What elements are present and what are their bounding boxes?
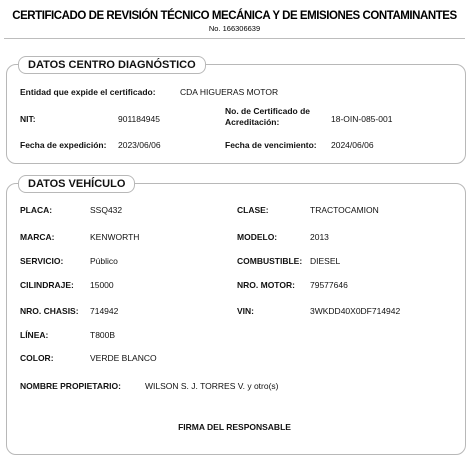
firma-responsable-label: FIRMA DEL RESPONSABLE bbox=[178, 422, 291, 432]
vencimiento-label: Fecha de vencimiento: bbox=[225, 140, 317, 150]
entidad-value: CDA HIGUERAS MOTOR bbox=[180, 87, 279, 97]
certificate-number: No. 166306639 bbox=[208, 24, 261, 33]
color-value: VERDE BLANCO bbox=[90, 353, 157, 363]
nit-label: NIT: bbox=[20, 114, 36, 124]
vin-value: 3WKDD40X0DF714942 bbox=[310, 306, 401, 316]
marca-label: MARCA: bbox=[20, 232, 55, 242]
vehiculo-section-box bbox=[6, 183, 466, 455]
clase-value: TRACTOCAMION bbox=[310, 205, 379, 215]
entidad-label: Entidad que expide el certificado: bbox=[20, 87, 156, 97]
chasis-value: 714942 bbox=[90, 306, 119, 316]
expedicion-value: 2023/06/06 bbox=[118, 140, 161, 150]
chasis-label: NRO. CHASIS: bbox=[20, 306, 79, 316]
servicio-value: Público bbox=[90, 256, 118, 266]
linea-label: LÍNEA: bbox=[20, 330, 49, 340]
propietario-value: WILSON S. J. TORRES V. y otro(s) bbox=[145, 381, 279, 391]
acreditacion-label: No. de Certificado de Acreditación: bbox=[225, 106, 311, 127]
cilindraje-label: CILINDRAJE: bbox=[20, 280, 74, 290]
modelo-value: 2013 bbox=[310, 232, 329, 242]
color-label: COLOR: bbox=[20, 353, 54, 363]
nit-value: 901184945 bbox=[118, 114, 160, 124]
modelo-label: MODELO: bbox=[237, 232, 278, 242]
vehiculo-section-title: DATOS VEHÍCULO bbox=[18, 175, 135, 193]
marca-value: KENWORTH bbox=[90, 232, 140, 242]
combustible-value: DIESEL bbox=[310, 256, 341, 266]
motor-label: NRO. MOTOR: bbox=[237, 280, 295, 290]
header-divider bbox=[4, 38, 465, 39]
propietario-label: NOMBRE PROPIETARIO: bbox=[20, 381, 121, 391]
centro-section-title: DATOS CENTRO DIAGNÓSTICO bbox=[18, 56, 206, 74]
cilindraje-value: 15000 bbox=[90, 280, 114, 290]
acreditacion-value: 18-OIN-085-001 bbox=[331, 114, 393, 124]
servicio-label: SERVICIO: bbox=[20, 256, 64, 266]
placa-label: PLACA: bbox=[20, 205, 53, 215]
vin-label: VIN: bbox=[237, 306, 254, 316]
combustible-label: COMBUSTIBLE: bbox=[237, 256, 303, 266]
linea-value: T800B bbox=[90, 330, 116, 340]
certificate-title: CERTIFICADO DE REVISIÓN TÉCNICO MECÁNICA Y DE EMISIONES CONTAMINANTES bbox=[12, 10, 457, 22]
vencimiento-value: 2024/06/06 bbox=[331, 140, 374, 150]
motor-value: 79577646 bbox=[310, 280, 348, 290]
clase-label: CLASE: bbox=[237, 205, 269, 215]
placa-value: SSQ432 bbox=[90, 205, 123, 215]
expedicion-label: Fecha de expedición: bbox=[20, 140, 107, 150]
